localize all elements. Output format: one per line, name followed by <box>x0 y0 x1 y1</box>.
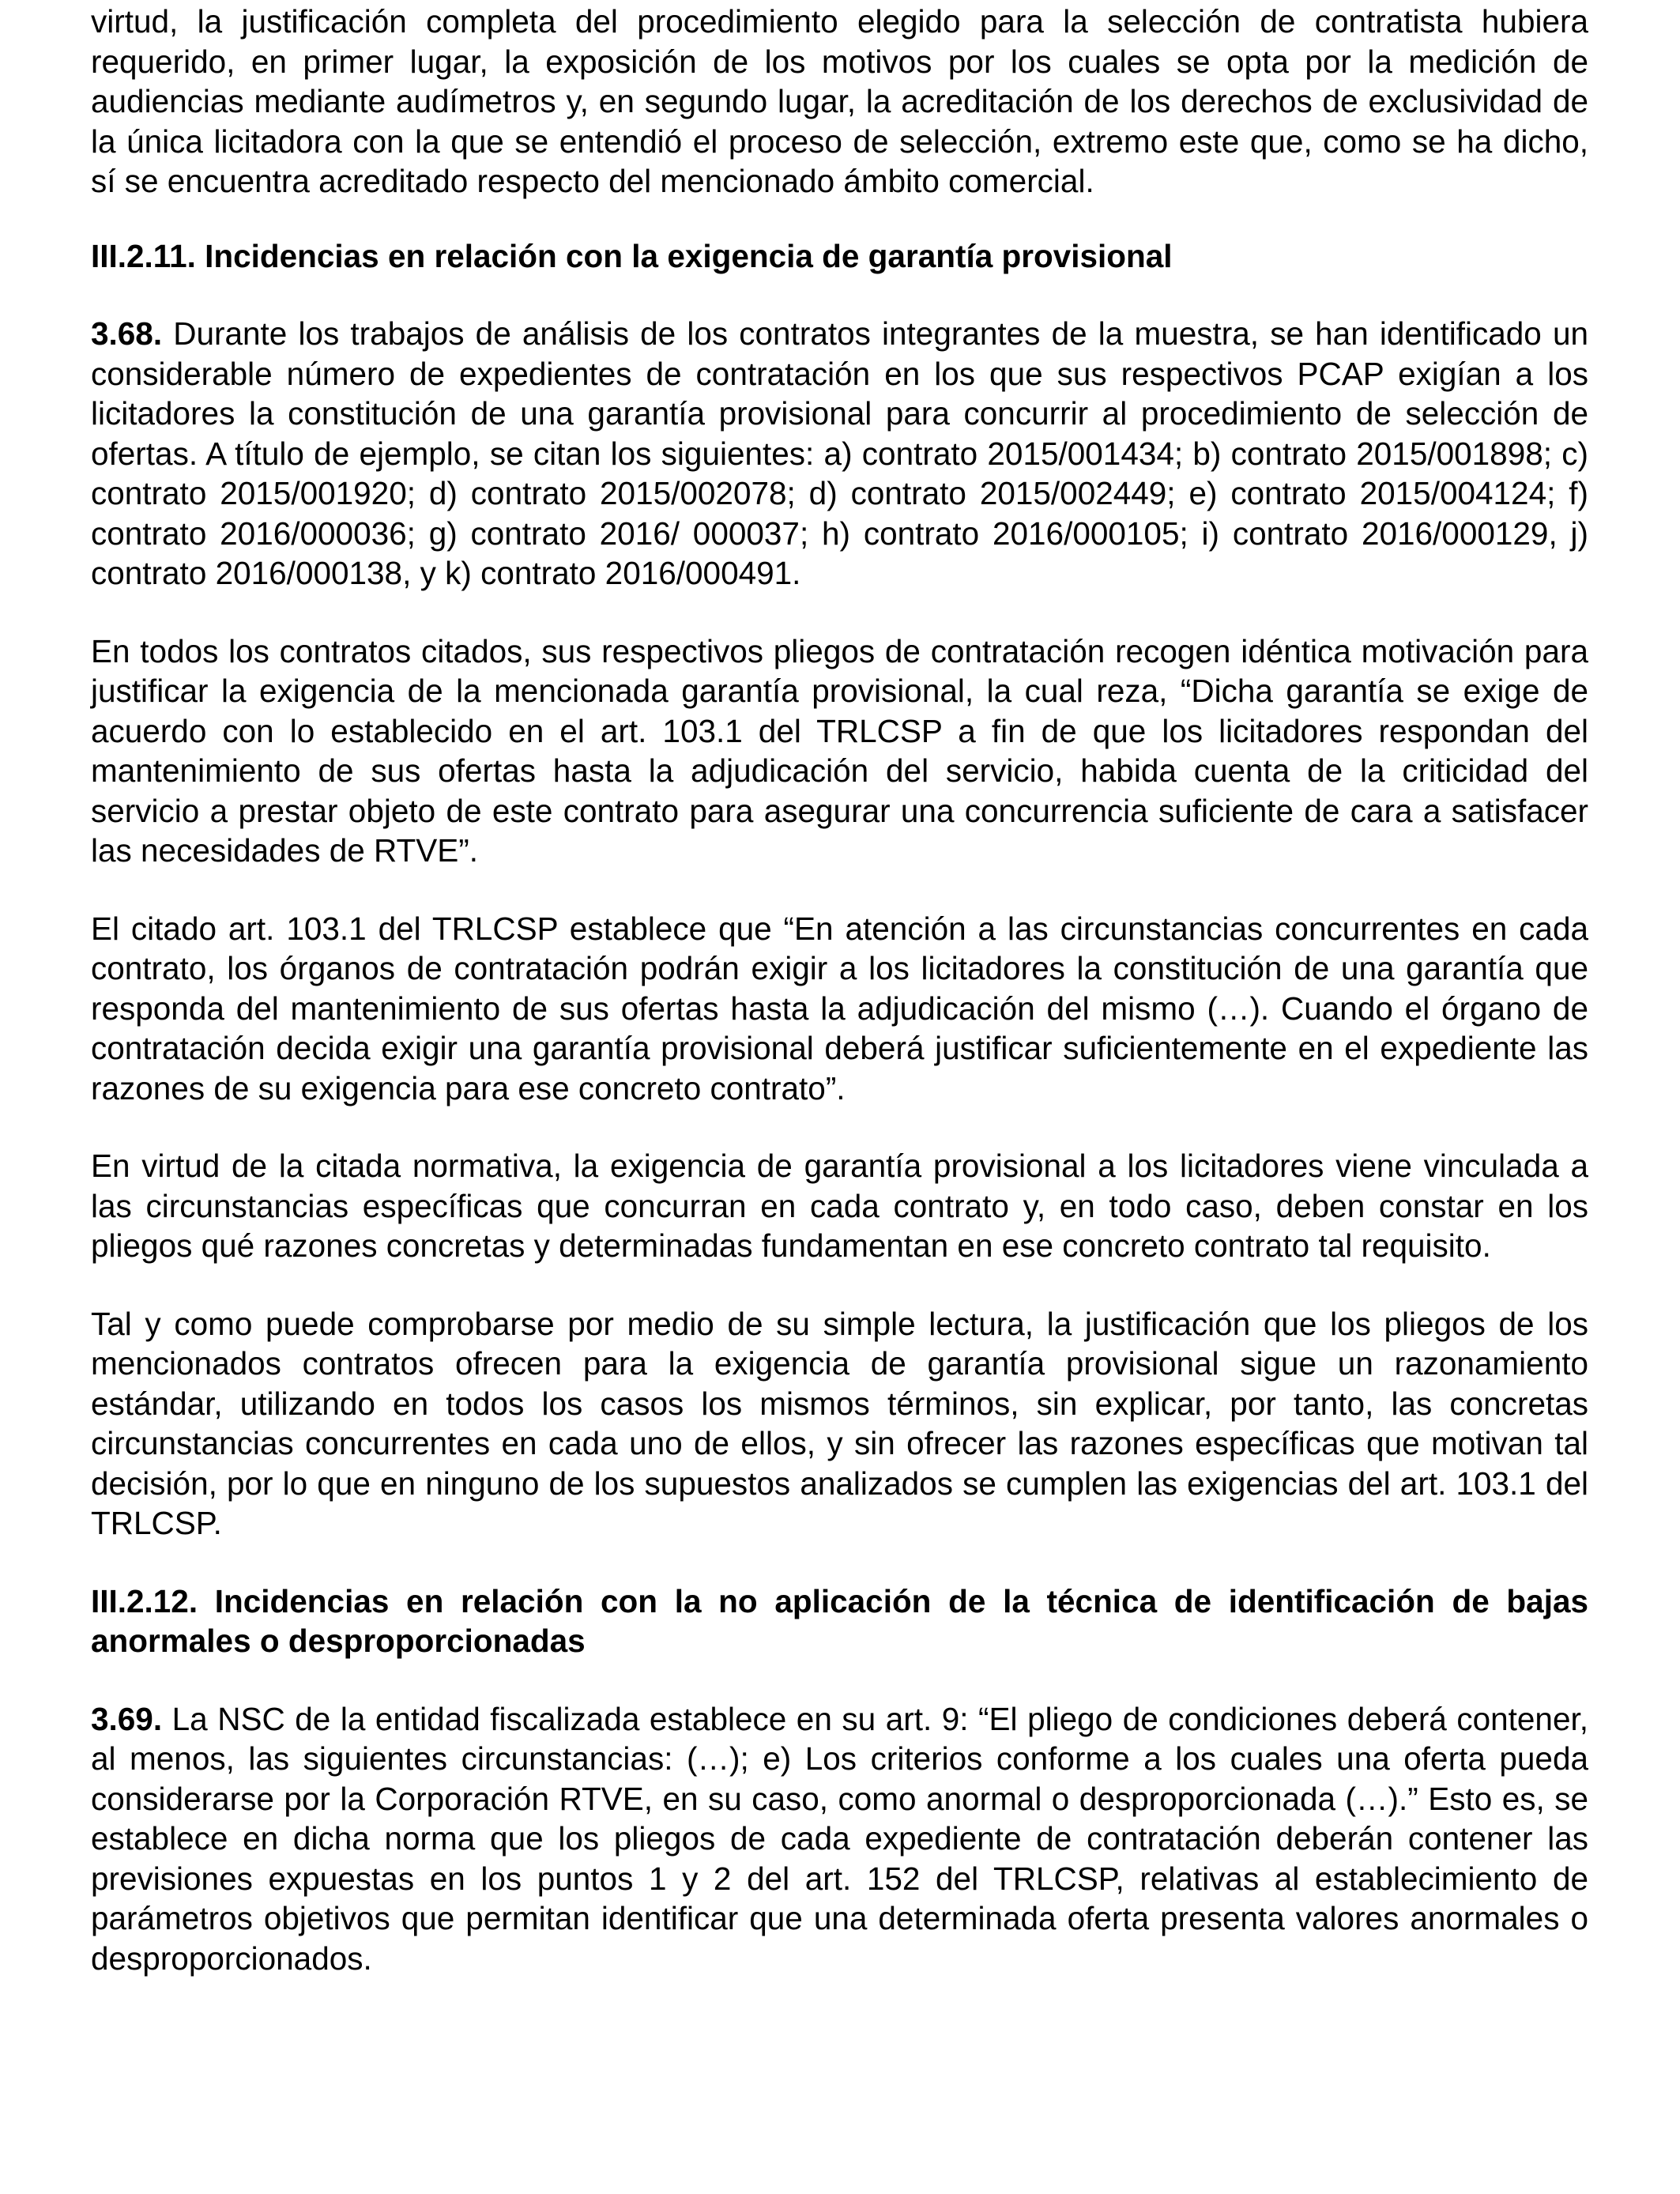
paragraph-art-103: El citado art. 103.1 del TRLCSP establece que “En atención a las circunstancias concurrentes en cada contrato, los órganos de contratación podrán exigir a los licitadores la constitución de una garantía que responda del mantenimiento de sus ofertas hasta la adjudicación del mismo (…). Cuando el órgano de contratación decida exigir una garantía provisional deberá justificar suficientemente en el expediente las razones de su exigencia para ese concreto contrato”. <box>91 910 1588 1106</box>
document-page <box>91 2 1588 1978</box>
paragraph-3-68 <box>91 314 1588 594</box>
paragraph-3-69 <box>91 1699 1588 1979</box>
section-heading-iii-2-11: III.2.11. Incidencias en relación con la exigencia de garantía provisional <box>91 237 1173 274</box>
paragraph-number: 3.68. <box>91 315 163 352</box>
paragraph-text: Durante los trabajos de análisis de los contratos integrantes de la muestra, se han identificado un considerable número de expedientes de contratación en los que sus respectivos PCAP exigían a los licitadores la constitución de una garantía provisional para concurrir al procedimiento de selección de ofertas. A título de ejemplo, se citan los siguientes: a) contrato 2015/001434; b) contrato 2015/001898; c) contrato 2015/001920; d) contrato 2015/002078; d) contrato 2015/002449; e) contrato 2015/004124; f) contrato 2016/000036; g) contrato 2016/ 000037; h) contrato 2016/000105; i) contrato 2016/000129, j) contrato 2016/000138, y k) contrato 2016/000491. <box>91 315 1588 591</box>
paragraph-lectura: Tal y como puede comprobarse por medio de su simple lectura, la justificación que los pliegos de los mencionados contratos ofrecen para la exigencia de garantía provisional sigue un razonamiento estándar, utilizando en todos los casos los mismos términos, sin explicar, por tanto, las concretas circunstancias concurrentes en cada uno de ellos, y sin ofrecer las razones específicas que motivan tal decisión, por lo que en ninguno de los supuestos analizados se cumplen las exigencias del art. 103.1 del TRLCSP. <box>91 1305 1588 1541</box>
paragraph-normativa: En virtud de la citada normativa, la exigencia de garantía provisional a los licitadores viene vinculada a las circunstancias específicas que concurran en cada contrato y, en todo caso, deben constar en los pliegos qué razones concretas y determinadas fundamentan en ese concreto contrato tal requisito. <box>91 1148 1588 1264</box>
section-heading-iii-2-12: III.2.12. Incidencias en relación con la no aplicación de la técnica de identificación de bajas anormales o desproporcionadas <box>91 1582 1588 1659</box>
intro-paragraph: virtud, la justificación completa del procedimiento elegido para la selección de contratista hubiera requerido, en primer lugar, la exposición de los motivos por los cuales se opta por la medición de audiencias mediante audímetros y, en segundo lugar, la acreditación de los derechos de exclusividad de la única licitadora con la que se entendió el proceso de selección, extremo este que, como se ha dicho, sí se encuentra acreditado respecto del mencionado ámbito comercial. <box>91 3 1588 199</box>
paragraph-number: 3.69. <box>91 1700 163 1737</box>
paragraph-text: La NSC de la entidad fiscalizada establece en su art. 9: “El pliego de condiciones deberá contener, al menos, las siguientes circunstancias: (…); e) Los criterios conforme a los cuales una oferta pueda considerarse por la Corporación RTVE, en su caso, como anormal o desproporcionada (…).” Esto es, se establece en dicha norma que los pliegos de cada expediente de contratación deberán contener las previsiones expuestas en los puntos 1 y 2 del art. 152 del TRLCSP, relativas al establecimiento de parámetros objetivos que permitan identificar que una determinada oferta presenta valores anormales o desproporcionados. <box>91 1700 1588 1977</box>
paragraph-motivacion: En todos los contratos citados, sus respectivos pliegos de contratación recogen idéntica motivación para justificar la exigencia de la mencionada garantía provisional, la cual reza, “Dicha garantía se exige de acuerdo con lo establecido en el art. 103.1 del TRLCSP a fin de que los licitadores respondan del mantenimiento de sus ofertas hasta la adjudicación del servicio, habida cuenta de la criticidad del servicio a prestar objeto de este contrato para asegurar una concurrencia suficiente de cara a satisfacer las necesidades de RTVE”. <box>91 632 1588 869</box>
